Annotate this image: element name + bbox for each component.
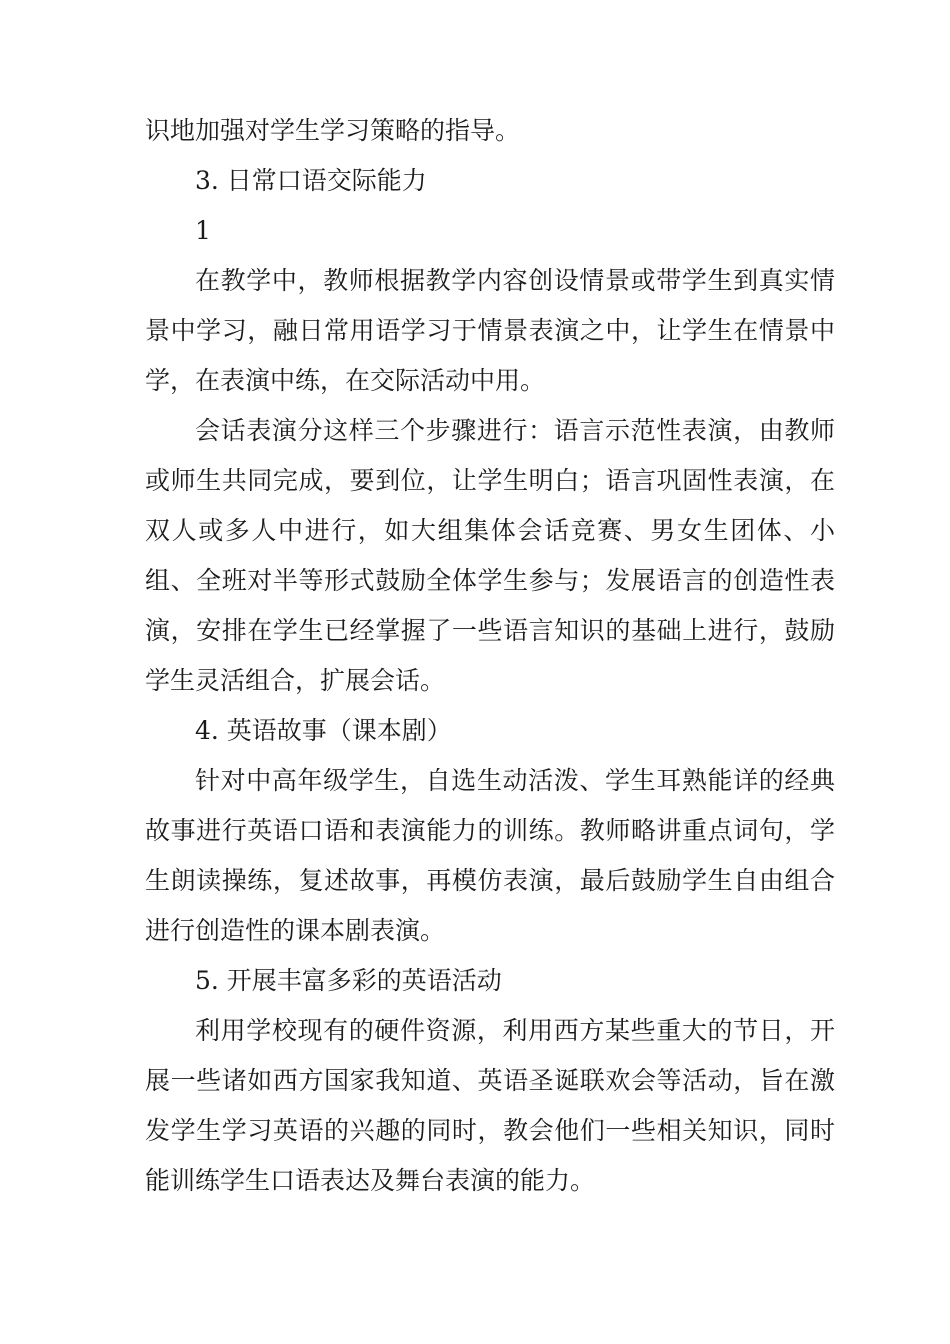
paragraph-english-story: 针对中高年级学生，自选生动活泼、学生耳熟能详的经典故事进行英语口语和表演能力的训练。教师略讲重点词句，学生朗读操练，复述故事，再模仿表演，最后鼓励学生自由组合进行创造性的课本剧表演。 — [145, 766, 835, 945]
section-heading-4: 4. 英语故事（课本剧） — [195, 716, 452, 745]
section-heading-5: 5. 开展丰富多彩的英语活动 — [195, 966, 502, 995]
document-body — [145, 106, 835, 1206]
paragraph-continuation: 识地加强对学生学习策略的指导。 — [145, 116, 521, 145]
paragraph-english-activities: 利用学校现有的硬件资源，利用西方某些重大的节日，开展一些诸如西方国家我知道、英语圣诞联欢会等活动，旨在激发学生学习英语的兴趣的同时，教会他们一些相关知识，同时能训练学生口语表达及舞台表演的能力。 — [145, 1016, 835, 1195]
section-heading-3: 3. 日常口语交际能力 — [195, 166, 427, 195]
paragraph-teaching: 在教学中，教师根据教学内容创设情景或带学生到真实情景中学习，融日常用语学习于情景表演之中，让学生在情景中学，在表演中练，在交际活动中用。 — [145, 266, 835, 395]
sub-item-number: 1 — [195, 216, 211, 245]
paragraph-dialogue-performance: 会话表演分这样三个步骤进行：语言示范性表演，由教师或师生共同完成，要到位，让学生明白；语言巩固性表演，在双人或多人中进行，如大组集体会话竞赛、男女生团体、小组、全班对半等形式鼓励全体学生参与；发展语言的创造性表演，安排在学生已经掌握了一些语言知识的基础上进行，鼓励学生灵活组合，扩展会话。 — [145, 416, 835, 695]
